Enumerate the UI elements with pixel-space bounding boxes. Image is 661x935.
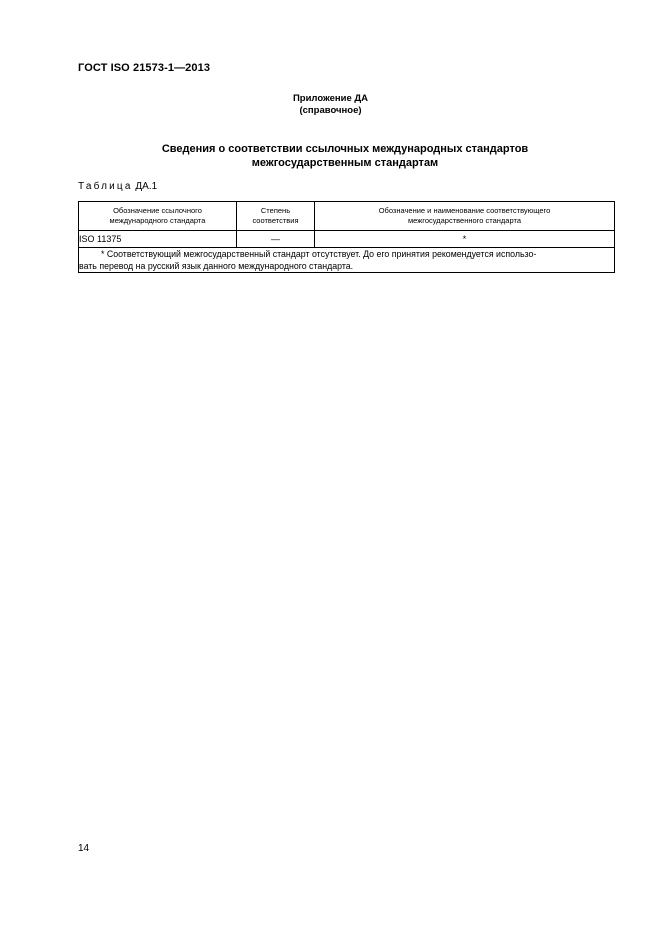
column-header-line: межгосударственного стандарта (408, 216, 521, 225)
column-header-interstate-standard (315, 202, 615, 231)
section-title-line2: межгосударственным стандартам (251, 157, 439, 169)
table-row (79, 231, 615, 248)
table-caption-number: ДА.1 (135, 181, 158, 192)
annex-subtitle: (справочное) (299, 105, 362, 116)
section-title (0, 142, 661, 170)
interstate-standard-cell: * (315, 231, 615, 248)
column-header-line: Обозначение ссылочного (113, 206, 202, 215)
reference-standard-cell: ISO 11375 (79, 231, 237, 248)
table-header-row (79, 202, 615, 231)
column-header-line: международного стандарта (109, 216, 206, 225)
table-caption (78, 181, 157, 192)
section-title-line1: Сведения о соответствии ссылочных международных стандартов (161, 143, 529, 155)
column-header-reference-standard (79, 202, 237, 231)
column-header-line: Обозначение и наименование соответствующего (378, 206, 551, 215)
degree-cell: — (237, 231, 315, 248)
page-number: 14 (78, 843, 90, 854)
column-header-line: Степень (260, 206, 291, 215)
column-header-line: соответствия (252, 216, 299, 225)
footnote-line1: * Соответствующий межгосударственный стандарт отсутствует. До его принятия рекомендуется использо- (101, 249, 537, 259)
correspondence-table (78, 201, 615, 273)
column-header-degree (237, 202, 315, 231)
table-caption-word: Таблица (78, 181, 133, 192)
annex-heading (0, 93, 661, 117)
document-header: ГОСТ ISO 21573-1—2013 (78, 62, 211, 74)
footnote-row (79, 248, 615, 273)
table-footnote (79, 248, 615, 273)
footnote-line2: вать перевод на русский язык данного международного стандарта. (79, 261, 354, 271)
annex-title: Приложение ДА (292, 93, 369, 104)
